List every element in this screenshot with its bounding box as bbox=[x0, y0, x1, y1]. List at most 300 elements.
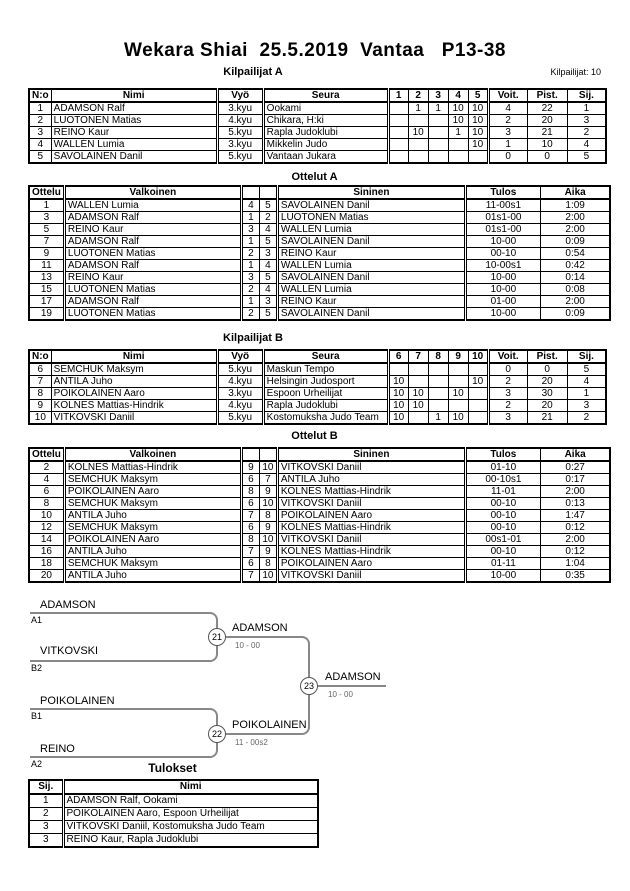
table-cell: Vantaan Jukara bbox=[263, 151, 388, 164]
table-cell: 7 bbox=[29, 376, 51, 388]
table-cell: SAVOLAINEN Danil bbox=[277, 272, 465, 284]
header-row bbox=[29, 350, 606, 363]
table-cell: POIKOLAINEN Aaro, Espoon Urheilijat bbox=[63, 808, 318, 821]
table-cell: 6 bbox=[241, 558, 259, 570]
table-cell: 10 bbox=[448, 388, 468, 400]
table-cell: 10-00s1 bbox=[465, 260, 540, 272]
table-cell: LUOTONEN Matias bbox=[64, 248, 241, 260]
table-cell: 8 bbox=[29, 498, 64, 510]
table-cell bbox=[428, 115, 448, 127]
table-row bbox=[29, 534, 610, 546]
table-cell: 00s1-01 bbox=[465, 534, 540, 546]
table-cell: 10 bbox=[527, 139, 567, 151]
column-header: Pist. bbox=[527, 89, 567, 102]
table-cell: 9 bbox=[29, 400, 51, 412]
table-cell: LUOTONEN Matias bbox=[51, 115, 217, 127]
table-cell: 0:08 bbox=[540, 284, 610, 296]
table-cell: 7 bbox=[241, 510, 259, 522]
table-cell: 10 bbox=[388, 412, 408, 425]
table-cell bbox=[408, 115, 428, 127]
table-row bbox=[29, 388, 606, 400]
table-row bbox=[29, 139, 606, 151]
table-cell: SAVOLAINEN Danil bbox=[277, 308, 465, 321]
table-cell: 6 bbox=[29, 486, 64, 498]
header-row bbox=[29, 89, 606, 102]
table-cell: 1 bbox=[567, 102, 606, 115]
table-row bbox=[29, 546, 610, 558]
table-cell: 11 bbox=[29, 260, 64, 272]
table-cell: 21 bbox=[527, 127, 567, 139]
table-cell: 1 bbox=[567, 388, 606, 400]
table-cell: 2:00 bbox=[540, 534, 610, 546]
table-cell: 01-00 bbox=[465, 296, 540, 308]
table-cell: 3 bbox=[29, 821, 63, 834]
table-cell: 3 bbox=[567, 400, 606, 412]
table-cell: 3 bbox=[488, 388, 527, 400]
bracket-seed-label: B1 bbox=[31, 711, 43, 721]
table-cell: 2 bbox=[241, 308, 259, 321]
table-cell: VITKOVSKI Daniil bbox=[277, 461, 465, 474]
table-cell: 1 bbox=[241, 260, 259, 272]
table-cell: 0:13 bbox=[540, 498, 610, 510]
table-cell: 5 bbox=[29, 224, 64, 236]
table-cell: 10 bbox=[468, 115, 488, 127]
table-cell: REINO Kaur bbox=[51, 127, 217, 139]
table-cell: 2 bbox=[567, 412, 606, 425]
table-cell: 3.kyu bbox=[217, 388, 263, 400]
table-cell: VITKOVSKI Daniil bbox=[277, 498, 465, 510]
table-cell: 10 bbox=[468, 376, 488, 388]
table-cell: POIKOLAINEN Aaro bbox=[51, 388, 217, 400]
bracket-winner-name: ADAMSON bbox=[325, 671, 381, 683]
table-cell: 8 bbox=[259, 558, 277, 570]
table-cell: 1 bbox=[29, 102, 51, 115]
table-cell: 9 bbox=[259, 522, 277, 534]
table-cell: 10-00 bbox=[465, 308, 540, 321]
matches-b-table bbox=[28, 447, 611, 583]
table-cell: KOLNES Mattias-Hindrik bbox=[277, 522, 465, 534]
header-row bbox=[29, 780, 318, 794]
table-cell: 0:17 bbox=[540, 474, 610, 486]
table-cell: 9 bbox=[259, 546, 277, 558]
table-cell: 20 bbox=[527, 376, 567, 388]
table-row bbox=[29, 808, 318, 821]
table-cell: ADAMSON Ralf bbox=[51, 102, 217, 115]
column-header: 7 bbox=[408, 350, 428, 363]
bracket-seed-label: A1 bbox=[31, 615, 43, 625]
table-cell: 10-00 bbox=[465, 284, 540, 296]
table-cell bbox=[388, 115, 408, 127]
table-cell: 2 bbox=[567, 127, 606, 139]
table-cell: 1:09 bbox=[540, 199, 610, 212]
table-cell: 3 bbox=[29, 127, 51, 139]
table-cell: 3.kyu bbox=[217, 102, 263, 115]
table-cell: 2 bbox=[241, 284, 259, 296]
table-cell: 1 bbox=[29, 794, 63, 808]
column-header: 6 bbox=[388, 350, 408, 363]
table-cell: 5 bbox=[29, 151, 51, 164]
table-cell: 20 bbox=[29, 570, 64, 583]
table-row bbox=[29, 486, 610, 498]
table-cell: 3 bbox=[259, 248, 277, 260]
table-cell: 9 bbox=[29, 248, 64, 260]
table-cell: ADAMSON Ralf bbox=[64, 236, 241, 248]
table-cell: 4.kyu bbox=[217, 376, 263, 388]
table-cell: 5 bbox=[259, 272, 277, 284]
column-header: 8 bbox=[428, 350, 448, 363]
column-header: Tulos bbox=[465, 448, 540, 461]
table-cell: 2 bbox=[488, 376, 527, 388]
table-cell bbox=[408, 139, 428, 151]
table-cell bbox=[448, 363, 468, 376]
table-cell: 3 bbox=[241, 224, 259, 236]
table-cell bbox=[388, 139, 408, 151]
table-cell: VITKOVSKI Daniil, Kostomuksha Judo Team bbox=[63, 821, 318, 834]
table-cell: POIKOLAINEN Aaro bbox=[64, 486, 241, 498]
table-cell: 1:47 bbox=[540, 510, 610, 522]
table-cell: 2:00 bbox=[540, 224, 610, 236]
column-header: N:o bbox=[29, 89, 51, 102]
table-cell: POIKOLAINEN Aaro bbox=[277, 510, 465, 522]
table-cell: ADAMSON Ralf, Ookami bbox=[63, 794, 318, 808]
table-row bbox=[29, 272, 610, 284]
table-cell: REINO Kaur bbox=[64, 272, 241, 284]
table-cell: 6 bbox=[241, 522, 259, 534]
table-cell: 1 bbox=[408, 102, 428, 115]
table-cell bbox=[388, 151, 408, 164]
table-cell: 0 bbox=[488, 151, 527, 164]
table-cell: 00-10 bbox=[465, 510, 540, 522]
table-cell: 8 bbox=[259, 510, 277, 522]
table-cell: 4.kyu bbox=[217, 400, 263, 412]
table-cell: KOLNES Mattias-Hindrik bbox=[277, 486, 465, 498]
table-cell: ANTILA Juho bbox=[64, 570, 241, 583]
table-cell bbox=[448, 376, 468, 388]
column-header: Voit. bbox=[488, 89, 527, 102]
table-cell: 00-10s1 bbox=[465, 474, 540, 486]
column-header: Seura bbox=[263, 350, 388, 363]
table-cell: Ookami bbox=[263, 102, 388, 115]
table-row bbox=[29, 570, 610, 583]
column-header: Voit. bbox=[488, 350, 527, 363]
table-cell: 6 bbox=[29, 363, 51, 376]
table-cell: 5 bbox=[567, 151, 606, 164]
table-cell: 9 bbox=[241, 461, 259, 474]
table-cell: POIKOLAINEN Aaro bbox=[277, 558, 465, 570]
table-cell: 1 bbox=[29, 199, 64, 212]
table-cell: LUOTONEN Matias bbox=[277, 212, 465, 224]
bracket-entrant-name: VITKOVSKI bbox=[40, 645, 99, 657]
table-cell: 5 bbox=[259, 236, 277, 248]
table-row bbox=[29, 115, 606, 127]
column-header: Aika bbox=[540, 186, 610, 199]
bracket-entrant-name: REINO bbox=[40, 743, 75, 755]
table-cell: 3 bbox=[488, 127, 527, 139]
table-cell: 10 bbox=[408, 127, 428, 139]
table-cell bbox=[468, 412, 488, 425]
competitors-count: Kilpailijat: 10 bbox=[550, 67, 601, 77]
table-cell: VITKOVSKI Daniil bbox=[51, 412, 217, 425]
table-cell: VITKOVSKI Daniil bbox=[277, 534, 465, 546]
table-cell bbox=[428, 400, 448, 412]
column-header: Ottelu bbox=[29, 186, 64, 199]
table-cell: 2:00 bbox=[540, 486, 610, 498]
table-cell: 10 bbox=[259, 498, 277, 510]
table-cell: 5.kyu bbox=[217, 127, 263, 139]
column-header: Sij. bbox=[567, 89, 606, 102]
table-row bbox=[29, 400, 606, 412]
column-header: 9 bbox=[448, 350, 468, 363]
table-cell: 3 bbox=[259, 296, 277, 308]
column-header bbox=[259, 448, 277, 461]
table-cell: 10 bbox=[259, 534, 277, 546]
column-header: 2 bbox=[408, 89, 428, 102]
table-cell: Rapla Judoklubi bbox=[263, 127, 388, 139]
table-cell: 7 bbox=[29, 236, 64, 248]
table-cell: 3 bbox=[241, 272, 259, 284]
table-cell: 5 bbox=[567, 363, 606, 376]
table-cell bbox=[468, 363, 488, 376]
table-row bbox=[29, 260, 610, 272]
table-cell: 19 bbox=[29, 308, 64, 321]
table-row bbox=[29, 510, 610, 522]
column-header bbox=[241, 448, 259, 461]
section-heading-competitors-b: Kilpailijat B bbox=[223, 332, 283, 344]
table-cell: 2 bbox=[241, 248, 259, 260]
table-cell: 15 bbox=[29, 284, 64, 296]
column-header: Ottelu bbox=[29, 448, 64, 461]
table-cell: 00-10 bbox=[465, 546, 540, 558]
table-cell: WALLÉN Lumia bbox=[51, 139, 217, 151]
column-header: Aika bbox=[540, 448, 610, 461]
table-cell: 5.kyu bbox=[217, 151, 263, 164]
table-cell: Espoon Urheilijat bbox=[263, 388, 388, 400]
column-header: 1 bbox=[388, 89, 408, 102]
table-cell bbox=[408, 151, 428, 164]
table-cell: 11-00s1 bbox=[465, 199, 540, 212]
table-cell: LUOTONEN Matias bbox=[64, 284, 241, 296]
table-cell: KOLNES Mattias-Hindrik bbox=[51, 400, 217, 412]
table-row bbox=[29, 558, 610, 570]
table-cell bbox=[388, 363, 408, 376]
table-cell: 20 bbox=[527, 400, 567, 412]
table-cell: 7 bbox=[241, 570, 259, 583]
table-cell: 0:09 bbox=[540, 308, 610, 321]
column-header: Nimi bbox=[51, 350, 217, 363]
table-cell: 3.kyu bbox=[217, 139, 263, 151]
table-cell: 0 bbox=[488, 363, 527, 376]
table-cell: 10 bbox=[259, 570, 277, 583]
table-cell: 10 bbox=[448, 115, 468, 127]
table-cell: 10-00 bbox=[465, 236, 540, 248]
table-row bbox=[29, 212, 610, 224]
table-cell: 7 bbox=[259, 474, 277, 486]
table-cell: 00-10 bbox=[465, 498, 540, 510]
column-header: Tulos bbox=[465, 186, 540, 199]
table-cell: 14 bbox=[29, 534, 64, 546]
bracket-winner-name: ADAMSON bbox=[232, 622, 288, 634]
table-cell: 2 bbox=[488, 115, 527, 127]
column-header: Vyö bbox=[217, 350, 263, 363]
table-cell bbox=[468, 400, 488, 412]
table-row bbox=[29, 308, 610, 321]
table-cell: 5 bbox=[259, 308, 277, 321]
column-header: Pist. bbox=[527, 350, 567, 363]
table-cell: 4 bbox=[567, 376, 606, 388]
table-cell: 10 bbox=[468, 102, 488, 115]
header-row bbox=[29, 448, 610, 461]
table-cell: 01s1-00 bbox=[465, 224, 540, 236]
section-heading-matches-a: Ottelut A bbox=[291, 171, 338, 183]
table-cell: 01-11 bbox=[465, 558, 540, 570]
table-cell: 8 bbox=[241, 534, 259, 546]
competitors-b-table bbox=[28, 349, 607, 425]
column-header: Sij. bbox=[29, 780, 63, 794]
table-cell: SAVOLAINEN Danil bbox=[277, 236, 465, 248]
table-cell: 0:35 bbox=[540, 570, 610, 583]
table-cell bbox=[448, 151, 468, 164]
table-cell: 2:00 bbox=[540, 296, 610, 308]
table-cell: ANTILA Juho bbox=[64, 546, 241, 558]
column-header: Nimi bbox=[51, 89, 217, 102]
bracket-seed-label: A2 bbox=[31, 759, 43, 769]
table-cell: 1 bbox=[241, 296, 259, 308]
table-cell bbox=[448, 400, 468, 412]
table-cell: 18 bbox=[29, 558, 64, 570]
table-cell: SEMCHUK Maksym bbox=[64, 474, 241, 486]
table-cell: WALLÉN Lumia bbox=[277, 260, 465, 272]
table-cell: 10-00 bbox=[465, 272, 540, 284]
table-cell: Maskun Tempo bbox=[263, 363, 388, 376]
competitors-a-table bbox=[28, 88, 607, 164]
table-cell bbox=[408, 376, 428, 388]
table-cell bbox=[448, 139, 468, 151]
bracket-final-line bbox=[310, 685, 386, 687]
table-cell: SEMCHUK Maksym bbox=[64, 522, 241, 534]
table-cell: 4 bbox=[241, 199, 259, 212]
bracket-connector-line bbox=[216, 636, 310, 688]
table-cell: 10 bbox=[29, 412, 51, 425]
table-cell: 01s1-00 bbox=[465, 212, 540, 224]
column-header: 5 bbox=[468, 89, 488, 102]
match-number-badge: 21 bbox=[208, 628, 226, 646]
table-row bbox=[29, 498, 610, 510]
table-row bbox=[29, 363, 606, 376]
column-header: Vyö bbox=[217, 89, 263, 102]
table-cell: 1 bbox=[488, 139, 527, 151]
table-cell: 1 bbox=[428, 412, 448, 425]
section-heading-matches-b: Ottelut B bbox=[291, 430, 338, 442]
table-cell: 4 bbox=[29, 139, 51, 151]
table-cell: 1 bbox=[448, 127, 468, 139]
table-cell: 10 bbox=[388, 400, 408, 412]
table-cell: 4 bbox=[488, 102, 527, 115]
table-cell: 3 bbox=[29, 834, 63, 848]
table-cell: 3 bbox=[29, 212, 64, 224]
table-cell bbox=[428, 388, 448, 400]
column-header: 4 bbox=[448, 89, 468, 102]
table-cell: 1 bbox=[241, 236, 259, 248]
table-cell: 1:04 bbox=[540, 558, 610, 570]
bracket-seed-label: B2 bbox=[31, 663, 43, 673]
table-cell: SEMCHUK Maksym bbox=[64, 558, 241, 570]
table-cell: 10 bbox=[468, 139, 488, 151]
header-row bbox=[29, 186, 610, 199]
column-header bbox=[259, 186, 277, 199]
table-cell: WALLÉN Lumia bbox=[277, 224, 465, 236]
table-cell: ADAMSON Ralf bbox=[64, 212, 241, 224]
match-number-badge: 23 bbox=[300, 677, 318, 695]
table-cell: Mikkelin Judo bbox=[263, 139, 388, 151]
table-cell: 3 bbox=[488, 412, 527, 425]
table-cell: 12 bbox=[29, 522, 64, 534]
table-cell: 8 bbox=[241, 486, 259, 498]
table-cell bbox=[428, 151, 448, 164]
table-cell: 0:09 bbox=[540, 236, 610, 248]
table-cell: 00-10 bbox=[465, 248, 540, 260]
table-row bbox=[29, 284, 610, 296]
table-cell: SAVOLAINEN Danil bbox=[277, 199, 465, 212]
table-cell: 2 bbox=[29, 808, 63, 821]
table-cell: 11-01 bbox=[465, 486, 540, 498]
table-row bbox=[29, 376, 606, 388]
table-cell: 4.kyu bbox=[217, 115, 263, 127]
table-cell bbox=[468, 388, 488, 400]
table-cell: 5.kyu bbox=[217, 412, 263, 425]
matches-a-table bbox=[28, 185, 611, 321]
table-cell: WALLÉN Lumia bbox=[64, 199, 241, 212]
table-cell: 5.kyu bbox=[217, 363, 263, 376]
table-cell: 00-10 bbox=[465, 522, 540, 534]
table-cell: 9 bbox=[259, 486, 277, 498]
table-cell: REINO Kaur, Rapla Judoklubi bbox=[63, 834, 318, 848]
table-cell: 10 bbox=[388, 376, 408, 388]
table-cell: ANTILA Juho bbox=[277, 474, 465, 486]
table-cell: 0:42 bbox=[540, 260, 610, 272]
bracket-match-score: 10 - 00 bbox=[328, 690, 353, 699]
table-cell: 0:14 bbox=[540, 272, 610, 284]
table-cell: 0:12 bbox=[540, 546, 610, 558]
table-cell: Chikara, H:ki bbox=[263, 115, 388, 127]
table-row bbox=[29, 296, 610, 308]
table-cell: 10-00 bbox=[465, 570, 540, 583]
table-cell: 10 bbox=[468, 127, 488, 139]
table-row bbox=[29, 794, 318, 808]
table-cell: 10 bbox=[448, 102, 468, 115]
table-cell: 10 bbox=[408, 388, 428, 400]
table-cell: 0:54 bbox=[540, 248, 610, 260]
table-row bbox=[29, 412, 606, 425]
table-cell: 17 bbox=[29, 296, 64, 308]
table-cell: 0:12 bbox=[540, 522, 610, 534]
results-table bbox=[28, 779, 319, 848]
column-header: 3 bbox=[428, 89, 448, 102]
table-row bbox=[29, 151, 606, 164]
bracket-match-score: 11 - 00s2 bbox=[235, 738, 268, 747]
table-cell: 10 bbox=[448, 412, 468, 425]
table-cell: 4 bbox=[567, 139, 606, 151]
table-cell: Kostomuksha Judo Team bbox=[263, 412, 388, 425]
table-cell bbox=[428, 139, 448, 151]
bracket-match-score: 10 - 00 bbox=[235, 641, 260, 650]
table-cell: LUOTONEN Matias bbox=[64, 308, 241, 321]
table-cell: WALLÉN Lumia bbox=[277, 284, 465, 296]
table-cell: REINO Kaur bbox=[277, 248, 465, 260]
table-cell: 20 bbox=[527, 115, 567, 127]
table-cell: 7 bbox=[241, 546, 259, 558]
table-cell: 2 bbox=[259, 212, 277, 224]
table-cell: POIKOLAINEN Aaro bbox=[64, 534, 241, 546]
